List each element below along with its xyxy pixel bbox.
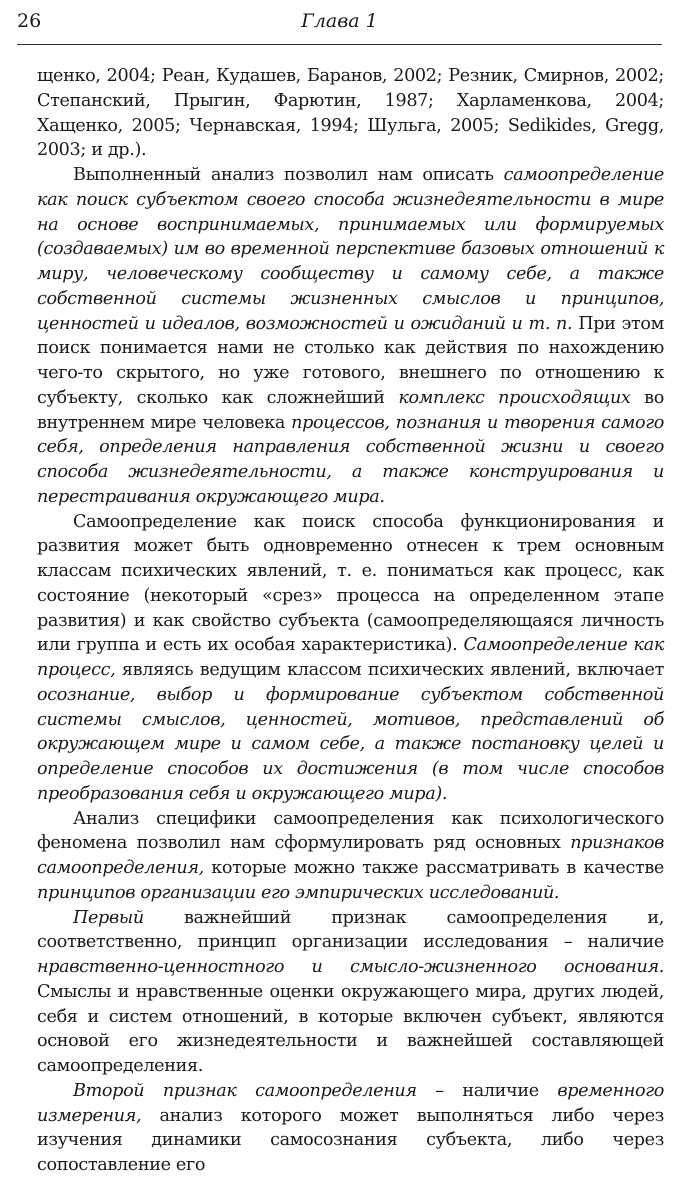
text-run: щенко, 2004; Реан, Кудашев, Баранов, 2002; Резник, Смирнов, 2002; Степанский, Прыгин, Фарютин, 1987; Харламенкова, 2004; Хащенко, 2005; Чернавская, 1994; Шульга, 2005; Sedikides, Gregg, 2003; и др.). [37,66,664,161]
text-run: важнейший признак самоопределения и, соответственно, принцип организации исследования – наличие [37,907,664,953]
italic-text: Самоопределение как процесс, [37,635,664,680]
italic-text: принципов организации его эмпирических исследований. [37,882,560,903]
text-run: – наличие [416,1080,558,1101]
text-run: Смыслы и нравственные оценки окружающего мира, других людей, себя и систем отношений, в которые включен субъект, являются основой его жизнедеятельности и важнейшей составляющей самоопределения. [37,981,664,1076]
italic-text: Первый [73,907,144,928]
running-head: Глава 1 [301,10,378,32]
italic-text: самоопределение как поиск субъектом своего способа жизнедеятельности в мире на основе воспринимаемых, принимаемых или формируемых (создаваемых) им во временной перспективе базовых отношений к миру, человеческому сообществу и самому себе, а также собственной системы жизненных смыслов и принципов, ценностей и идеалов, возможностей и ожиданий и т. п. [37,165,664,334]
paragraph [37,807,664,906]
header-rule [17,44,662,45]
paragraph [37,906,664,1079]
page-number: 26 [17,10,42,32]
text-run: анализ которого может выполняться либо через изучения динамики самосознания субъекта, либо через сопоставление его [37,1105,664,1175]
text-run: Выполненный анализ позволил нам описать [73,165,504,185]
body-text [37,64,664,1178]
paragraph [37,510,664,807]
paragraph [37,163,664,510]
text-run: во внутреннем мире человека [37,387,664,433]
text-run: которые можно также рассматривать в качестве [203,858,664,878]
italic-text: нравственно-ценностного и смысло-жизненного основания. [37,957,664,977]
text-run: являясь ведущим классом психических явлений, включает [115,660,664,680]
italic-text: процессов, познания и творения самого себя, определения направления собственной жизни и своего способа жизнедеятельности, а также конструирования и перестраивания окружающего мира. [37,412,664,507]
page-header [17,6,662,42]
italic-text: признаков самоопределения, [37,833,664,878]
italic-text: Второй признак самоопределения [73,1080,417,1101]
text-run: Анализ специфики самоопределения как психологического феномена позволил нам сформулировать ряд основных [37,808,664,854]
italic-text: комплекс происходящих [398,387,631,408]
italic-text: осознание, выбор и формирование субъектом собственной системы смыслов, ценностей, мотивов, представлений об окружающем мире и самом себе, а также постановку целей и определение способов их достижения (в том числе способов преобразования себя и окружающего мира). [37,684,664,804]
italic-text: временного измерения, [37,1080,664,1126]
text-run: Самоопределение как поиск способа функционирования и развития может быть одновременно отнесен к трем основным классам психических явлений, т. е. пониматься как процесс, как состояние (некоторый «срез» процесса на определенном этапе развития) и как свойство субъекта (самоопределяющаяся личность или группа и есть их особая характеристика). [37,511,664,656]
paragraph [37,1079,664,1178]
paragraph [37,64,664,163]
text-run: При этом поиск понимается нами не столько как действия по нахождению чего-то скрытого, но уже готового, внешнего по отношению к субъекту, сколько как сложнейший [37,313,664,408]
